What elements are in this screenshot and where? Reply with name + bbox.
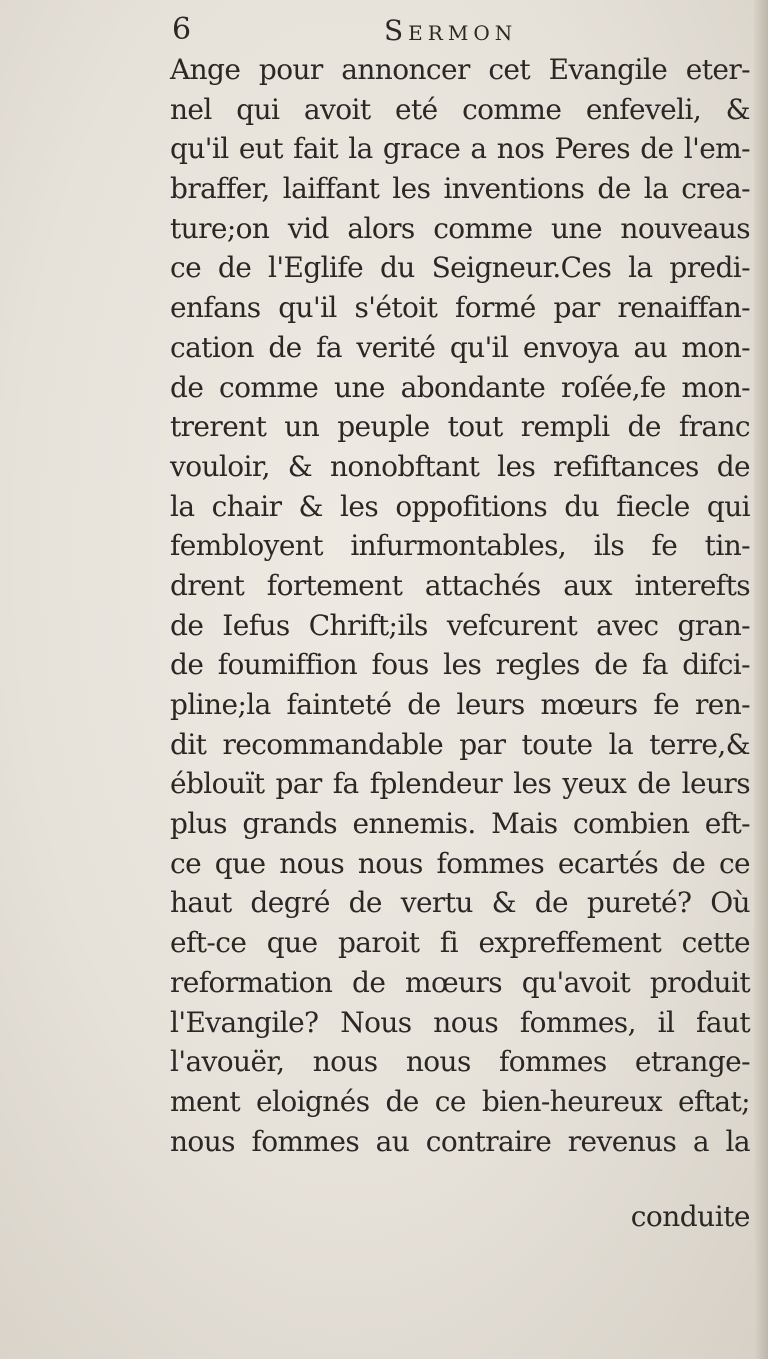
text-line: pline;la fainteté de leurs mœurs fe ren- <box>170 688 750 721</box>
running-title: Sermon <box>384 14 518 47</box>
page-edge <box>754 0 768 1359</box>
text-line: haut degré de vertu & de pureté? Où <box>170 886 750 920</box>
text-line: l'Evangile? Nous nous fommes, il faut <box>170 1005 750 1039</box>
text-line: de foumiffion fous les regles de fa difci- <box>170 648 750 682</box>
text-line: nel qui avoit eté comme enfeveli, & <box>170 92 750 126</box>
text-line: ment eloignés de ce bien-heureux eftat; <box>170 1084 750 1118</box>
text-line: reformation de mœurs qu'avoit produit <box>170 965 750 999</box>
catchword: conduite <box>630 1200 750 1233</box>
text-line: de Iefus Chrift;ils vefcurent avec gran- <box>170 608 750 642</box>
text-line: enfans qu'il s'étoit formé par renaiffan- <box>170 291 750 325</box>
text-line: ture;on vid alors comme une nouveaus <box>170 211 750 245</box>
text-line: éblouït par fa fplendeur les yeux de leurs <box>170 767 750 801</box>
text-line: trerent un peuple tout rempli de franc <box>170 410 750 444</box>
text-line: qu'il eut fait la grace a nos Peres de l'em- <box>170 132 750 166</box>
text-line: drent fortement attachés aux interefts <box>170 568 750 602</box>
text-line: vouloir, & nonobftant les refiftances de <box>170 449 750 483</box>
text-line: ce que nous nous fommes ecartés de ce <box>170 846 750 880</box>
sermon-text <box>170 50 750 1161</box>
text-line: dit recommandable par toute la terre,& <box>170 727 750 761</box>
page-number: 6 <box>172 12 192 47</box>
text-line: la chair & les oppofitions du fiecle qui <box>170 489 750 523</box>
text-line: braffer, laiffant les inventions de la crea- <box>170 172 750 206</box>
text-line: plus grands ennemis. Mais combien eft- <box>170 807 750 841</box>
text-line: l'avouër, nous nous fommes etrange- <box>170 1045 750 1079</box>
text-line: cation de fa verité qu'il envoya au mon- <box>170 330 750 364</box>
page-header <box>168 6 748 52</box>
text-line: eft-ce que paroit fi expreffement cette <box>170 926 750 960</box>
catchword-row <box>170 1200 750 1240</box>
text-line: de comme une abondante roſée,fe mon- <box>170 370 750 404</box>
text-line: Ange pour annoncer cet Evangile eter- <box>170 53 750 86</box>
text-line: fembloyent infurmontables, ils fe tin- <box>170 529 750 563</box>
text-line: ce de l'Eglife du Seigneur.Ces la predi- <box>170 251 750 285</box>
text-line: nous fommes au contraire revenus a la <box>170 1124 750 1158</box>
